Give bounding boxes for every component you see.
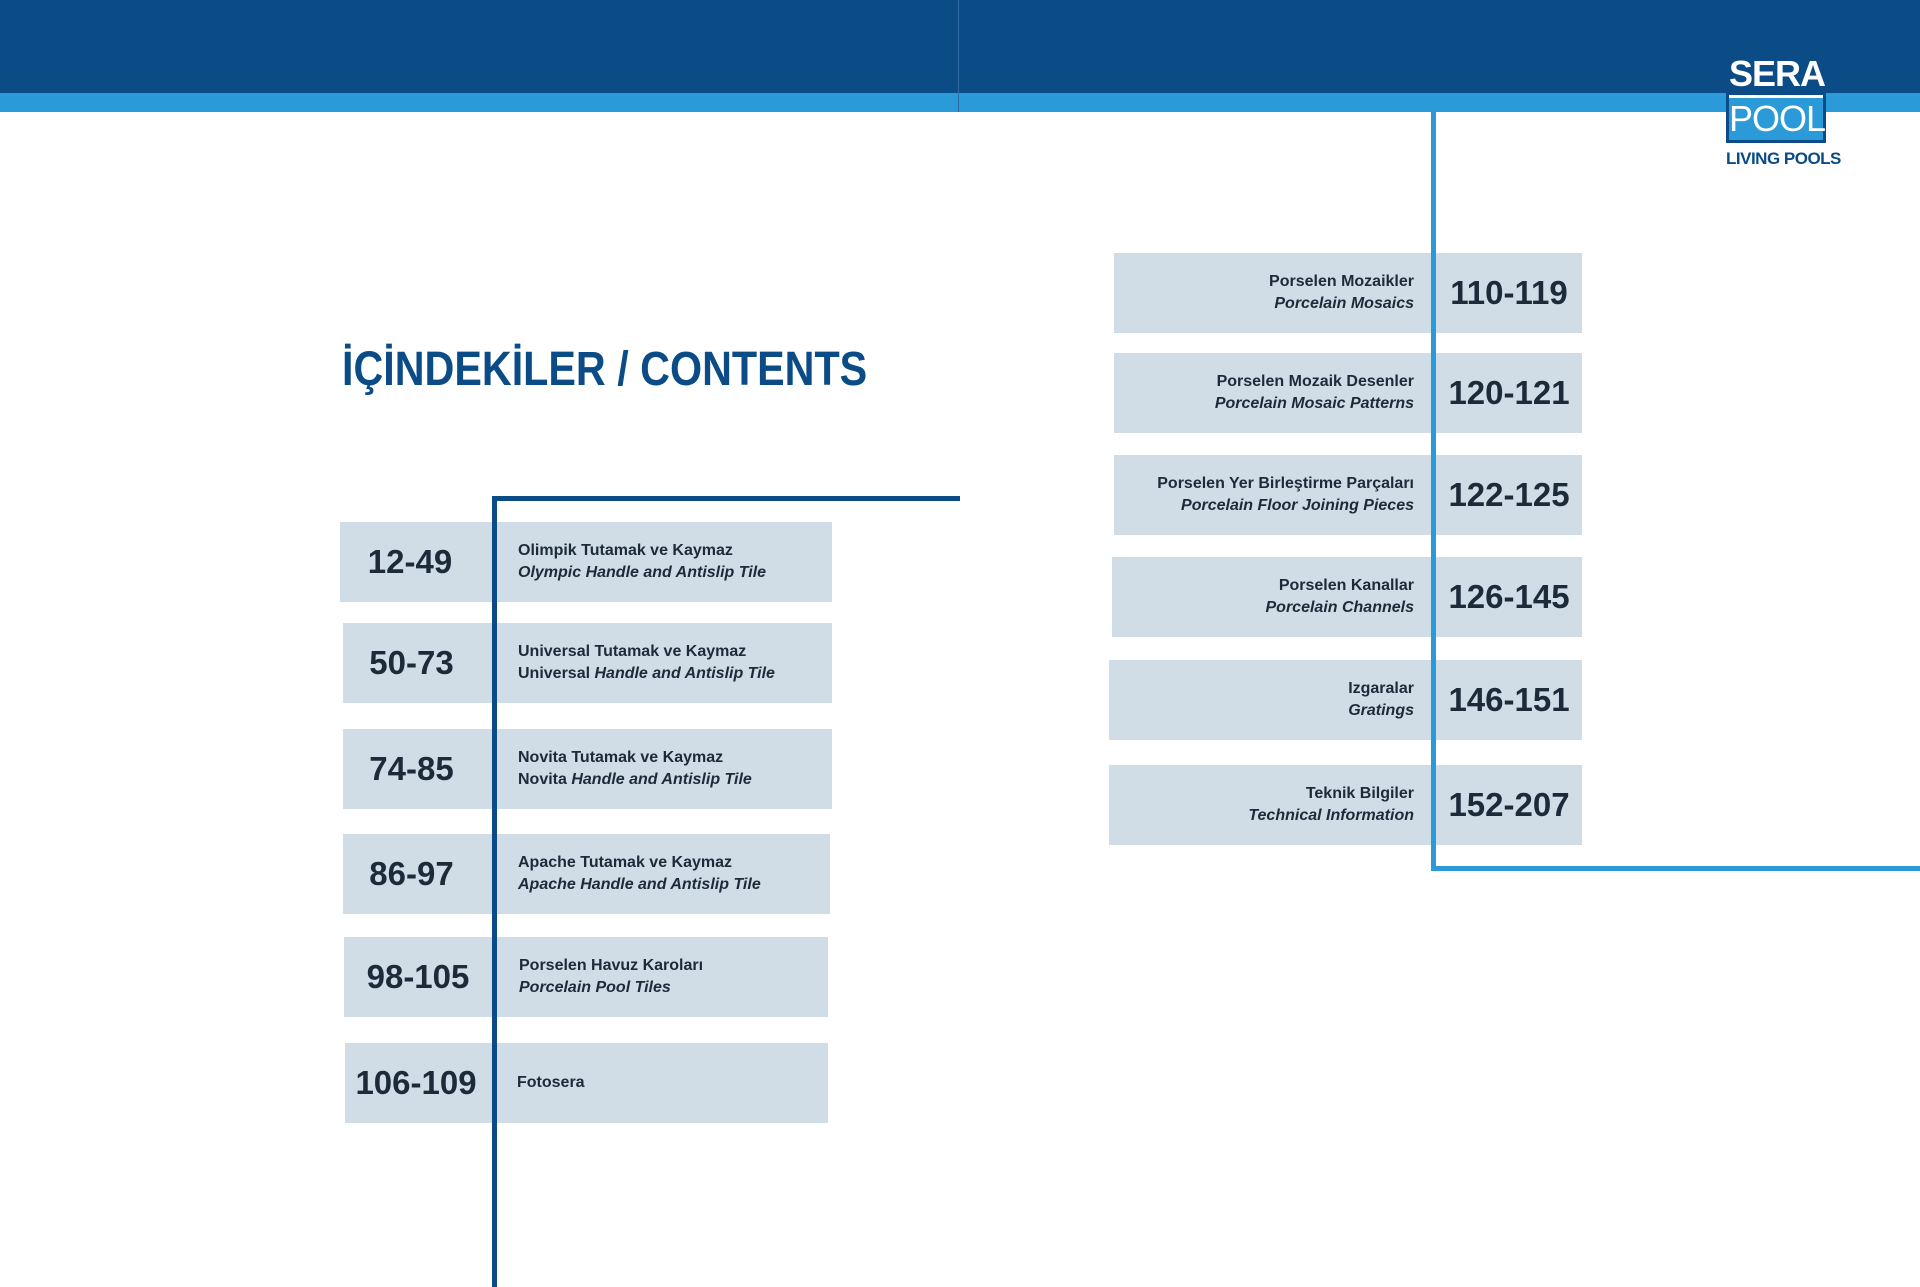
page-range: 50-73	[369, 644, 454, 681]
entry-title-tr: Porselen Yer Birleştirme Parçaları	[1157, 475, 1414, 492]
entry-description	[518, 747, 752, 791]
toc-entry[interactable]	[343, 729, 832, 809]
entry-title-tr: Fotosera	[517, 1074, 585, 1091]
toc-entry[interactable]	[343, 834, 830, 914]
entry-title-en: Porcelain Pool Tiles	[519, 979, 671, 996]
header-band	[0, 0, 1920, 93]
entry-description	[1269, 271, 1414, 315]
entry-description	[517, 1072, 585, 1094]
entry-title-en-prefix: Universal	[518, 665, 595, 682]
logo-box	[1726, 50, 1826, 143]
entry-description	[518, 641, 775, 685]
left-connector-horizontal	[492, 496, 960, 501]
header-accent-stripe	[0, 93, 1920, 112]
entry-title-tr: Porselen Mozaik Desenler	[1216, 373, 1414, 390]
entry-title-en-prefix: Novita	[518, 771, 572, 788]
entry-title-tr: Olimpik Tutamak ve Kaymaz	[518, 542, 733, 559]
page-range: 110-119	[1450, 274, 1568, 311]
page-range: 98-105	[366, 958, 470, 995]
toc-entry[interactable]	[344, 937, 828, 1017]
entry-description	[1215, 371, 1414, 415]
toc-entry[interactable]	[345, 1043, 828, 1123]
page-fold-line	[958, 0, 959, 112]
entry-title-tr: Novita Tutamak ve Kaymaz	[518, 749, 724, 766]
page-range: 74-85	[369, 750, 454, 787]
toc-entry[interactable]	[1109, 765, 1582, 845]
entry-description	[1348, 678, 1414, 722]
page-range: 146-151	[1448, 681, 1570, 718]
entry-title-en: Olympic Handle and Antislip Tile	[518, 564, 767, 581]
page-range: 120-121	[1448, 374, 1570, 411]
entry-title-en: Porcelain Mosaic Patterns	[1214, 395, 1414, 412]
toc-entry[interactable]	[1114, 353, 1582, 433]
right-connector-vertical	[1431, 112, 1436, 871]
entry-title-tr: Teknik Bilgiler	[1305, 785, 1414, 802]
entry-description	[518, 540, 766, 584]
page-range: 126-145	[1448, 578, 1570, 615]
entry-title-en: Apache Handle and Antislip Tile	[518, 876, 761, 893]
toc-entry[interactable]	[1109, 660, 1582, 740]
entry-description	[519, 955, 703, 999]
page-range: 106-109	[355, 1064, 477, 1101]
logo-tagline: LIVING POOLS	[1726, 149, 1841, 168]
entry-title-tr: Porselen Mozaikler	[1269, 273, 1414, 290]
entry-title-en: Porcelain Mosaics	[1274, 295, 1414, 312]
toc-entry[interactable]	[340, 522, 832, 602]
toc-entry[interactable]	[343, 623, 832, 703]
logo-pool: POOL	[1729, 98, 1826, 139]
entry-description	[1248, 783, 1414, 827]
serapool-logo	[1726, 50, 1841, 169]
entry-description	[518, 852, 761, 896]
entry-title-en: Handle and Antislip Tile	[571, 771, 752, 788]
toc-entry[interactable]	[1114, 253, 1582, 333]
entry-title-en: Technical Information	[1248, 807, 1414, 824]
entry-description	[1157, 473, 1414, 517]
page-range: 12-49	[367, 543, 453, 580]
page-range: 122-125	[1448, 476, 1570, 513]
page-title: İÇİNDEKİLER / CONTENTS	[342, 343, 868, 396]
entry-title-tr: Porselen Kanallar	[1278, 577, 1414, 594]
left-connector-vertical	[492, 496, 497, 1287]
toc-entry[interactable]	[1114, 455, 1582, 535]
page-range: 152-207	[1448, 786, 1570, 823]
entry-title-tr: Izgaralar	[1348, 680, 1414, 697]
toc-entry[interactable]	[1112, 557, 1582, 637]
entry-title-tr: Apache Tutamak ve Kaymaz	[518, 854, 733, 871]
entry-title-en: Porcelain Floor Joining Pieces	[1181, 497, 1414, 514]
entry-title-tr: Universal Tutamak ve Kaymaz	[518, 643, 747, 660]
entry-title-en: Gratings	[1348, 702, 1414, 719]
entry-title-tr: Porselen Havuz Karoları	[519, 957, 704, 974]
logo-sera: SERA	[1729, 53, 1826, 94]
entry-title-en: Porcelain Channels	[1265, 599, 1414, 616]
entry-description	[1266, 575, 1415, 619]
entry-title-en: Handle and Antislip Tile	[594, 665, 775, 682]
page-range: 86-97	[369, 855, 454, 892]
right-connector-horizontal	[1431, 866, 1920, 871]
